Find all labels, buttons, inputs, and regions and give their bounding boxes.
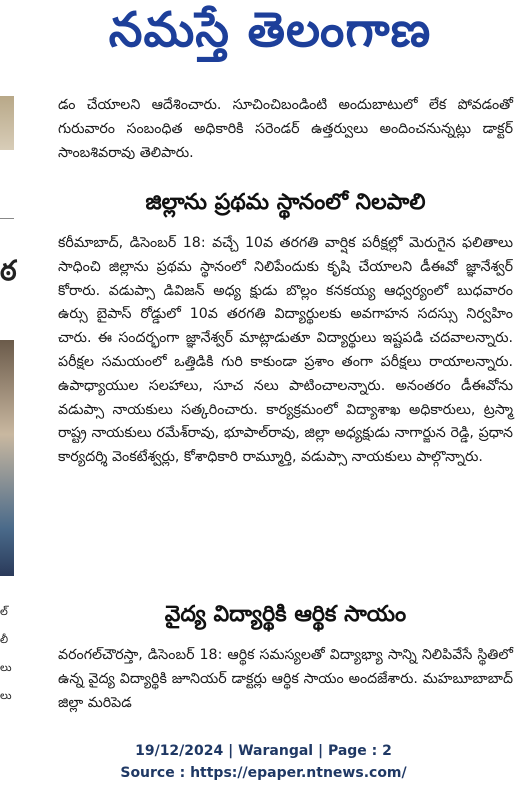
adjacent-text-line: లు [0, 661, 12, 674]
adjacent-photo-top [0, 96, 14, 150]
adjacent-text-line: ల్ [0, 605, 8, 618]
adjacent-text-line: లు [0, 689, 12, 702]
article-body: కరీమాబాద్, డిసెంబర్ 18: వచ్చే 10వ తరగతి వార్షిక పరీక్షల్లో మెరుగైన ఫలితాలు సాధించి జిల్లాను ప్రథమ స్థానంలో నిలిపేందుకు కృషి చేయాలని డీఈవో జ్ఞానేశ్వర్ కోరారు. వడుప్సా డివిజన్ అధ్య క్షుడు బొల్లం కనకయ్య ఆధ్వర్యంలో బుధవారం ఉర్సు బైపాస్ రోడ్డులో 10వ తరగతి విద్యార్థులకు అవగాహన సదస్సు నిర్వహిం చారు. ఈ సందర్భంగా జ్ఞానేశ్వర్ మాట్లాడుతూ విద్యార్థులు ఇష్టపడి చదవాలన్నారు. పరీక్షల సమయంలో ఒత్తిడికి గురి కాకుండా ప్రశాం తంగా పరీక్షలు రాయాలన్నారు. ఉపాధ్యాయుల సలహాలు, సూచ నలు పాటించాలన్నారు. అనంతరం డీఈవోను వడుప్సా నాయకులు సత్కరించారు. కార్యక్రమంలో విద్యాశాఖ అధికారులు, ట్రస్మా రాష్ట్ర నాయకులు రమేశ్‌రావు, భూపాల్‌రావు, జిల్లా అధ్యక్షుడు నాగార్జున రెడ్డి, ప్రధాన కార్యదర్శి వెంకటేశ్వర్లు, కోశాధికారి రామ్మూర్తి, వడుప్సా నాయకులు పాల్గొన్నారు. [58, 235, 513, 466]
column-divider [0, 218, 14, 219]
edition-info: 19/12/2024 | Warangal | Page : 2 [135, 743, 392, 759]
adjacent-text-fragments [0, 598, 12, 710]
previous-article-ending: డం చేయాలని ఆదేశించారు. సూచించిబండింటి అందుబాటులో లేక పోవడంతో గురువారం సంబంధిత అధికారికి సరెండర్ ఉత్తర్వులు అందించనున్నట్లు డాక్టర్ సాంబశివరావు తెలిపారు. [58, 97, 513, 161]
masthead [40, 2, 500, 70]
adjacent-column-strip [0, 78, 17, 728]
adjacent-heading-fragment: ఠ [0, 254, 17, 287]
article-clipping [0, 78, 527, 728]
source-link[interactable]: Source : https://epaper.ntnews.com/ [120, 765, 407, 781]
page-footer [0, 740, 527, 784]
article-headline: జిల్లాను ప్రథమ స్థానంలో నిలపాలి [145, 190, 426, 215]
adjacent-text-line: లీ [0, 633, 9, 646]
article-headline: వైద్య విద్యార్థికి ఆర్థిక సాయం [164, 602, 407, 627]
adjacent-photo [0, 340, 14, 576]
newspaper-title: నమస్తే తెలంగాణ [108, 2, 432, 58]
article-body: వరంగల్‌చౌరస్తా, డిసెంబర్ 18: ఆర్థిక సమస్యలతో విద్యాభ్యా సాన్ని నిలిపివేసే స్థితిలో ఉన్న వైద్య విద్యార్థికి జూనియర్ డాక్టర్లు ఆర్థిక సాయం అందజేశారు. మహబూబాబాద్ జిల్లా మరిపెడ [58, 647, 513, 711]
